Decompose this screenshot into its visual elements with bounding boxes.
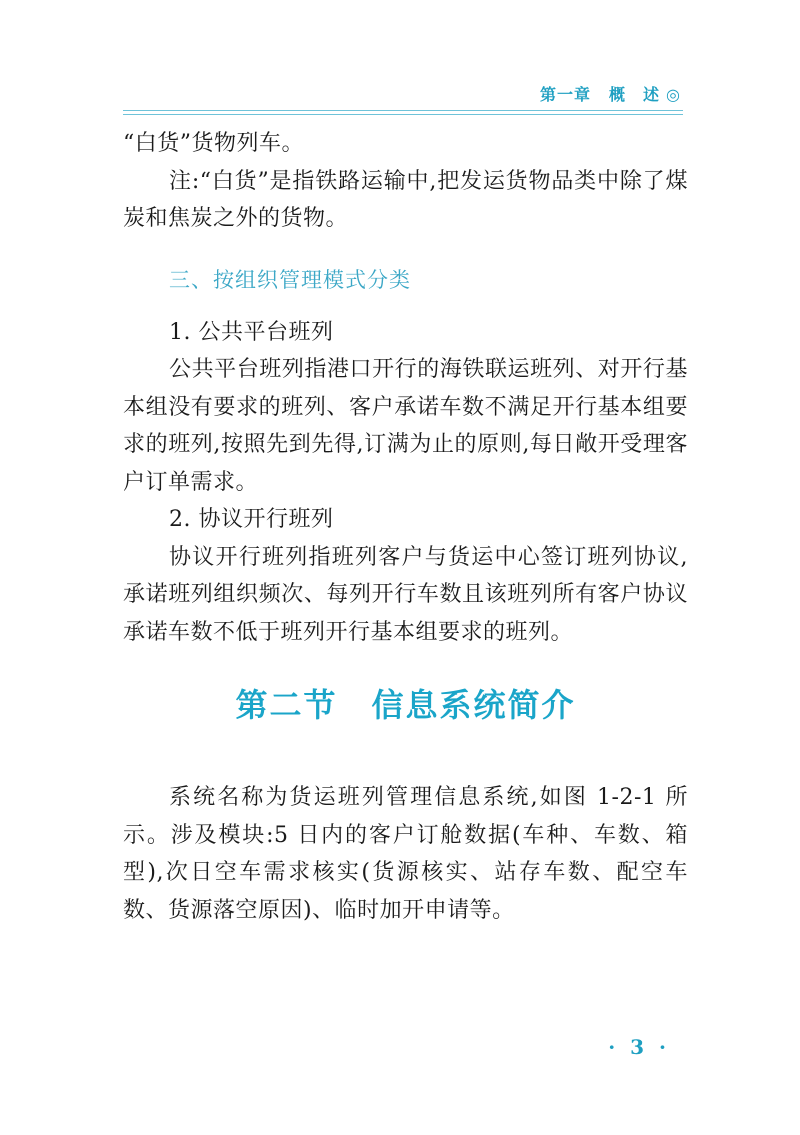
paragraph-continuation: “白货”货物列车。 [123,131,304,156]
paragraph-note: 注:“白货”是指铁路运输中,把发运货物品类中除了煤炭和焦炭之外的货物。 [123,168,688,231]
header-mark-icon: ◎ [666,85,681,104]
list-item-body-2: 协议开行班列指班列客户与货运中心签订班列协议,承诺班列组织频次、每列开行车数且该班列所有客户协议承诺车数不低于班列开行基本组要求的班列。 [123,544,688,645]
section-title [123,675,688,735]
section-number: 第二节 [235,686,338,724]
header-title: 概 述 [609,85,661,104]
header-chapter: 第一章 [540,85,592,104]
header-rule-bottom [123,114,683,115]
list-item-title-2: 2. 协议开行班列 [169,507,334,532]
page-number: · 3 · [608,1035,670,1059]
section-name: 信息系统简介 [371,686,576,724]
header-text [540,82,681,105]
section-paragraph: 系统名称为货运班列管理信息系统,如图 1-2-1 所示。涉及模块:5 日内的客户订舱数据(车种、车数、箱型),次日空车需求核实(货源核实、站存车数、配空车数、货源落空原因)、临时加开申请等。 [123,785,688,923]
header-rule-top [123,110,683,111]
list-item-body-1: 公共平台班列指港口开行的海铁联运班列、对开行基本组没有要求的班列、客户承诺车数不满足开行基本组要求的班列,按照先到先得,订满为止的原则,每日敞开受理客户订单需求。 [123,357,688,495]
running-header [123,80,683,114]
subsection-heading: 三、按组织管理模式分类 [169,267,411,292]
list-item-title-1: 1. 公共平台班列 [169,319,334,345]
page-content [123,125,688,929]
